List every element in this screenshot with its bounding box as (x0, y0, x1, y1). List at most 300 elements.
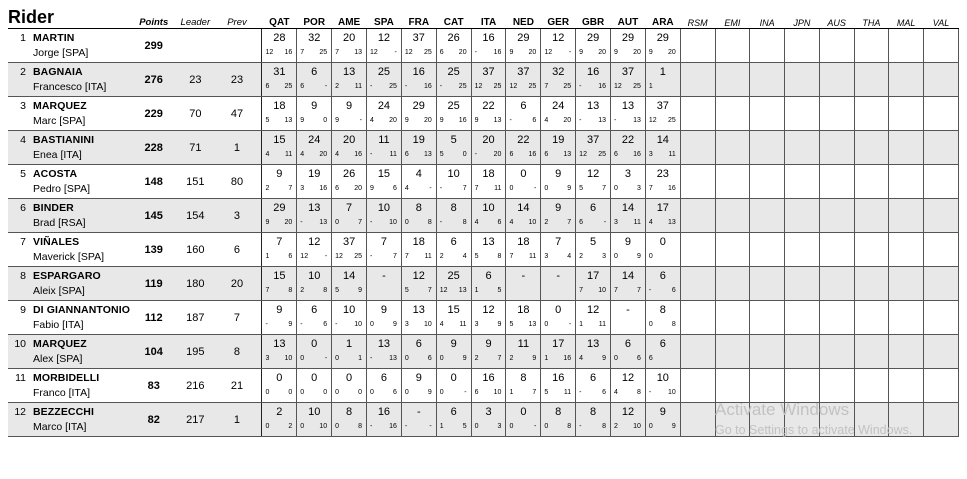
race-cell-qat (262, 301, 297, 335)
sprint-points: 0 (404, 219, 409, 226)
race-points: 17 (656, 202, 669, 214)
race-only-points: 11 (389, 151, 397, 158)
race-cell-gbr (576, 335, 611, 369)
race-cell-ina (750, 131, 785, 165)
race-cell-ned (506, 233, 541, 267)
sprint-points: - (370, 423, 373, 430)
race-points: 20 (482, 134, 495, 146)
race-points: 32 (308, 32, 321, 44)
race-cell-spa (367, 97, 402, 131)
rider-fullname: Francesco [ITA] (33, 81, 107, 93)
rider-points: 299 (133, 29, 175, 63)
race-points: 6 (624, 338, 632, 350)
race-points: 12 (621, 406, 635, 418)
sprint-points: 3 (614, 219, 618, 226)
sprint-points: 5 (579, 185, 584, 192)
race-only-points: - (324, 355, 328, 362)
sprint-points: - (579, 389, 582, 396)
race-only-points: 8 (358, 423, 363, 430)
race-cell-emi (715, 97, 750, 131)
rider-points: 104 (133, 335, 175, 369)
leader-column-header: Leader (175, 6, 217, 29)
race-only-points: 8 (567, 423, 572, 430)
sprint-points: 0 (335, 423, 340, 430)
race-header-spa: SPA (367, 6, 402, 29)
race-cell-aus (819, 97, 854, 131)
race-cell-ita (471, 267, 506, 301)
race-only-points: 13 (423, 151, 432, 158)
race-cell-gbr (576, 233, 611, 267)
prev-column-header: Prev (216, 6, 258, 29)
race-points: 6 (415, 338, 422, 350)
race-points: 6 (311, 304, 318, 316)
race-only-points: 11 (563, 389, 572, 396)
rider-prev-gap: 23 (216, 63, 258, 97)
sprint-points: 5 (509, 321, 514, 328)
race-cell-ita (471, 97, 506, 131)
race-cell-fra (401, 63, 436, 97)
race-cell-fra (401, 301, 436, 335)
sprint-points: 0 (335, 219, 340, 226)
race-cell-fra (401, 97, 436, 131)
table-row (8, 335, 959, 369)
race-header-mal: MAL (889, 6, 924, 29)
race-cell-ned (506, 335, 541, 369)
sprint-points: 2 (439, 253, 444, 260)
rider-leader-gap: 187 (175, 301, 217, 335)
race-cell-aut (611, 199, 646, 233)
race-cell-cat (436, 369, 471, 403)
sprint-points: 7 (265, 287, 270, 294)
race-cell-ita (471, 369, 506, 403)
race-only-points: - (533, 423, 537, 430)
race-cell-ger (541, 267, 576, 301)
rider-cell (8, 131, 133, 165)
race-header-gbr: GBR (576, 6, 611, 29)
race-points: 14 (621, 270, 635, 282)
race-only-points: 8 (636, 389, 641, 396)
race-cell-aus (819, 29, 854, 63)
sprint-points: 4 (579, 355, 584, 362)
rider-fullname: Brad [RSA] (33, 217, 86, 229)
race-cell-ned (506, 301, 541, 335)
race-cell-aus (819, 165, 854, 199)
rider-cell (8, 369, 133, 403)
table-row (8, 199, 959, 233)
race-cell-qat (262, 131, 297, 165)
sprint-points: 4 (439, 321, 444, 328)
race-cell-jpn (785, 97, 820, 131)
race-points: 26 (447, 32, 460, 44)
race-cell-ger (541, 369, 576, 403)
race-cell-jpn (785, 63, 820, 97)
race-only-points: 9 (532, 355, 537, 362)
race-points: 10 (482, 202, 495, 214)
rider-cell (8, 165, 133, 199)
race-only-points: 0 (323, 389, 328, 396)
race-cell-spa (367, 369, 402, 403)
race-cell-ame (332, 165, 367, 199)
race-only-points: - (568, 321, 572, 328)
race-cell-emi (715, 199, 750, 233)
race-only-points: 6 (532, 117, 537, 124)
race-only-points: 13 (493, 117, 502, 124)
rider-points: 82 (133, 403, 175, 437)
race-cell-jpn (785, 267, 820, 301)
sprint-points: 5 (474, 253, 479, 260)
race-points: 10 (656, 372, 669, 384)
race-cell-ger (541, 29, 576, 63)
rider-leader-gap (175, 29, 217, 63)
rider-prev-gap: 1 (216, 131, 258, 165)
race-header-emi: EMI (715, 6, 750, 29)
race-cell-ame (332, 199, 367, 233)
race-cell-tha (854, 301, 889, 335)
rider-position: 11 (15, 372, 26, 384)
race-points: 6 (450, 406, 457, 418)
race-cell-aus (819, 403, 854, 437)
sprint-points: 0 (614, 355, 618, 362)
race-points: 15 (377, 168, 391, 180)
race-only-points: 7 (358, 219, 363, 226)
rider-fullname: Pedro [SPA] (33, 183, 91, 195)
sprint-points: 6 (439, 49, 444, 56)
race-cell-ina (750, 97, 785, 131)
race-cell-cat (436, 403, 471, 437)
race-points: 13 (621, 100, 635, 112)
race-only-points: 0 (462, 151, 467, 158)
race-cell-gbr (576, 403, 611, 437)
race-points: 6 (590, 372, 597, 384)
race-points: 18 (517, 304, 530, 316)
race-cell-aus (819, 301, 854, 335)
rider-fullname: Enea [ITA] (33, 149, 82, 161)
race-cell-ame (332, 131, 367, 165)
race-only-points: 6 (497, 219, 502, 226)
race-cell-ame (332, 267, 367, 301)
race-cell-spa (367, 335, 402, 369)
race-cell-cat (436, 131, 471, 165)
rider-fullname: Maverick [SPA] (33, 251, 104, 263)
sprint-points: - (474, 151, 477, 158)
race-cell-ara (645, 97, 680, 131)
race-cell-cat (436, 267, 471, 301)
race-points: 19 (308, 168, 321, 180)
rider-points: 228 (133, 131, 175, 165)
race-only-points: 9 (602, 355, 607, 362)
race-points: 1 (659, 66, 666, 78)
race-only-points: 16 (458, 117, 467, 124)
race-cell-rsm (680, 301, 715, 335)
sprint-points: - (579, 117, 582, 124)
race-cell-cat (436, 199, 471, 233)
race-cell-gbr (576, 97, 611, 131)
race-cell-ame (332, 233, 367, 267)
race-points: 13 (342, 66, 356, 78)
race-cell-rsm (680, 165, 715, 199)
race-only-points: 8 (323, 287, 328, 294)
race-points: 7 (346, 202, 353, 214)
race-only-points: 25 (528, 83, 537, 90)
sprint-points: - (265, 321, 268, 328)
race-only-points: 10 (319, 423, 328, 430)
sprint-points: 6 (404, 151, 409, 158)
race-cell-aut (611, 369, 646, 403)
race-cell-val (924, 301, 959, 335)
race-only-points: - (464, 389, 467, 396)
race-cell-val (924, 403, 959, 437)
race-points: 24 (377, 100, 391, 112)
rider-name: MORBIDELLI (33, 372, 100, 384)
race-cell-spa (367, 199, 402, 233)
race-cell-cat (436, 63, 471, 97)
race-cell-ina (750, 267, 785, 301)
race-cell-tha (854, 165, 889, 199)
race-points: 10 (308, 270, 321, 282)
race-only-points: 9 (567, 185, 572, 192)
race-only-points: 25 (667, 117, 676, 124)
race-cell-ger (541, 301, 576, 335)
race-cell-por (297, 369, 332, 403)
rider-leader-gap: 151 (175, 165, 217, 199)
rider-name: MARQUEZ (33, 100, 87, 112)
race-cell-ina (750, 199, 785, 233)
race-cell-por (297, 165, 332, 199)
race-only-points: 2 (288, 423, 293, 430)
race-points: 9 (276, 304, 283, 316)
sprint-points: 3 (648, 151, 653, 158)
sprint-points: 4 (509, 219, 514, 226)
race-only-points: 20 (633, 49, 641, 56)
race-points: 11 (378, 134, 390, 146)
race-cell-val (924, 29, 959, 63)
race-cell-ger (541, 233, 576, 267)
sprint-points: 1 (648, 83, 653, 90)
race-cell-ger (541, 97, 576, 131)
race-cell-tha (854, 233, 889, 267)
race-cell-aus (819, 63, 854, 97)
race-only-points: - (324, 83, 328, 90)
race-points: 6 (659, 338, 666, 350)
race-points: 24 (552, 100, 565, 112)
race-only-points: 20 (458, 49, 467, 56)
race-only-points: 3 (636, 185, 641, 192)
race-cell-por (297, 199, 332, 233)
rider-position: 8 (20, 270, 26, 282)
race-points: 0 (659, 236, 666, 248)
race-cell-ita (471, 165, 506, 199)
race-only-points: 13 (633, 117, 641, 124)
sprint-points: 7 (579, 287, 584, 294)
race-cell-rsm (680, 267, 715, 301)
race-cell-aus (819, 131, 854, 165)
race-only-points: 10 (528, 219, 537, 226)
race-only-points: 1 (358, 355, 363, 362)
race-only-points: 8 (602, 423, 607, 430)
rider-fullname: Jorge [SPA] (33, 47, 89, 59)
race-header-jpn: JPN (785, 6, 820, 29)
sprint-points: - (439, 219, 443, 226)
sprint-points: 5 (404, 287, 409, 294)
race-cell-mal (889, 97, 924, 131)
race-points: 16 (412, 66, 425, 78)
race-header-cat: CAT (436, 6, 471, 29)
race-points: 6 (485, 270, 492, 282)
race-points: 6 (450, 236, 457, 248)
race-only-points: 11 (459, 321, 467, 328)
race-points: 18 (482, 168, 495, 180)
race-points: 7 (380, 236, 387, 248)
race-only-points: 25 (563, 83, 572, 90)
sprint-points: 7 (404, 253, 409, 260)
race-only-points: 8 (671, 321, 676, 328)
race-cell-spa (367, 29, 402, 63)
sprint-points: 9 (614, 49, 618, 56)
race-points: - (626, 304, 630, 316)
race-points: 22 (621, 134, 635, 146)
sprint-points: 4 (335, 151, 340, 158)
race-points: 1 (346, 338, 353, 350)
race-only-points: 25 (458, 83, 467, 90)
race-points: 3 (624, 168, 632, 180)
rider-fullname: Aleix [SPA] (33, 285, 85, 297)
rider-cell (8, 301, 133, 335)
race-cell-rsm (680, 97, 715, 131)
race-points: 12 (621, 372, 635, 384)
race-points: 37 (586, 134, 600, 146)
race-cell-cat (436, 165, 471, 199)
race-cell-tha (854, 369, 889, 403)
race-only-points: 20 (598, 49, 607, 56)
sprint-points: 2 (474, 355, 479, 362)
race-cell-fra (401, 267, 436, 301)
race-points: 13 (482, 236, 495, 248)
race-cell-cat (436, 97, 471, 131)
rider-prev-gap (216, 29, 258, 63)
sprint-points: 5 (544, 389, 549, 396)
race-points: 28 (273, 32, 286, 44)
rider-prev-gap: 80 (216, 165, 258, 199)
sprint-points: 6 (614, 151, 618, 158)
race-points: 0 (450, 372, 457, 384)
race-cell-qat (262, 165, 297, 199)
race-points: 22 (517, 134, 530, 146)
race-cell-val (924, 165, 959, 199)
race-only-points: 11 (285, 151, 293, 158)
race-cell-mal (889, 335, 924, 369)
race-points: - (521, 270, 526, 282)
rider-leader-gap: 180 (175, 267, 217, 301)
race-points: 19 (412, 134, 425, 146)
sprint-points: - (614, 117, 617, 124)
rider-leader-gap: 23 (175, 63, 217, 97)
rider-name: MARQUEZ (33, 338, 87, 350)
race-cell-aut (611, 63, 646, 97)
race-cell-emi (715, 63, 750, 97)
rider-cell (8, 97, 133, 131)
race-header-ina: INA (750, 6, 785, 29)
sprint-points: 6 (579, 219, 584, 226)
sprint-points: 12 (509, 83, 518, 90)
rider-name: BASTIANINI (33, 134, 95, 146)
sprint-points: 9 (300, 117, 305, 124)
race-cell-ina (750, 165, 785, 199)
race-only-points: 16 (493, 49, 502, 56)
race-points: 29 (656, 32, 669, 44)
race-cell-ita (471, 131, 506, 165)
race-header-ame: AME (332, 6, 367, 29)
sprint-points: 2 (544, 219, 549, 226)
race-only-points: 16 (389, 423, 397, 430)
rider-cell (8, 63, 133, 97)
rider-column-header: Rider (8, 6, 133, 29)
rider-cell (8, 233, 133, 267)
rider-points: 148 (133, 165, 175, 199)
race-cell-spa (367, 131, 402, 165)
race-points: 7 (555, 236, 562, 248)
sprint-points: 0 (509, 185, 514, 192)
race-points: 37 (517, 66, 530, 78)
race-cell-por (297, 63, 332, 97)
rider-position: 3 (20, 100, 26, 112)
race-header-fra: FRA (401, 6, 436, 29)
rider-prev-gap: 3 (216, 199, 258, 233)
table-row (8, 97, 959, 131)
race-only-points: 11 (354, 83, 363, 90)
sprint-points: 9 (404, 117, 409, 124)
race-cell-jpn (785, 403, 820, 437)
race-only-points: 6 (602, 389, 607, 396)
race-cell-aus (819, 369, 854, 403)
race-only-points: 25 (284, 83, 293, 90)
rider-prev-gap: 47 (216, 97, 258, 131)
race-header-qat: QAT (262, 6, 297, 29)
race-only-points: 16 (598, 83, 607, 90)
race-points: 16 (586, 66, 600, 78)
race-points: - (556, 270, 561, 282)
sprint-points: - (370, 151, 373, 158)
race-cell-tha (854, 97, 889, 131)
race-only-points: 20 (493, 151, 502, 158)
table-row (8, 63, 959, 97)
race-cell-ara (645, 301, 680, 335)
race-cell-tha (854, 131, 889, 165)
race-cell-ita (471, 403, 506, 437)
race-only-points: 20 (423, 117, 432, 124)
race-only-points: 16 (354, 151, 363, 158)
table-row (8, 233, 959, 267)
race-cell-ara (645, 165, 680, 199)
sprint-points: 0 (544, 185, 549, 192)
race-only-points: - (568, 49, 572, 56)
sprint-points: 7 (648, 185, 653, 192)
race-only-points: 4 (567, 253, 572, 260)
sprint-points: 0 (614, 185, 618, 192)
race-points: 14 (621, 202, 635, 214)
race-only-points: 10 (354, 321, 363, 328)
sprint-points: 6 (474, 389, 479, 396)
sprint-points: 0 (614, 253, 618, 260)
sprint-points: 6 (265, 83, 270, 90)
sprint-points: 6 (335, 185, 340, 192)
race-cell-emi (715, 131, 750, 165)
race-cell-ame (332, 97, 367, 131)
race-cell-rsm (680, 403, 715, 437)
race-points: 0 (276, 372, 283, 384)
race-cell-ned (506, 131, 541, 165)
race-cell-emi (715, 403, 750, 437)
race-only-points: 11 (598, 321, 607, 328)
